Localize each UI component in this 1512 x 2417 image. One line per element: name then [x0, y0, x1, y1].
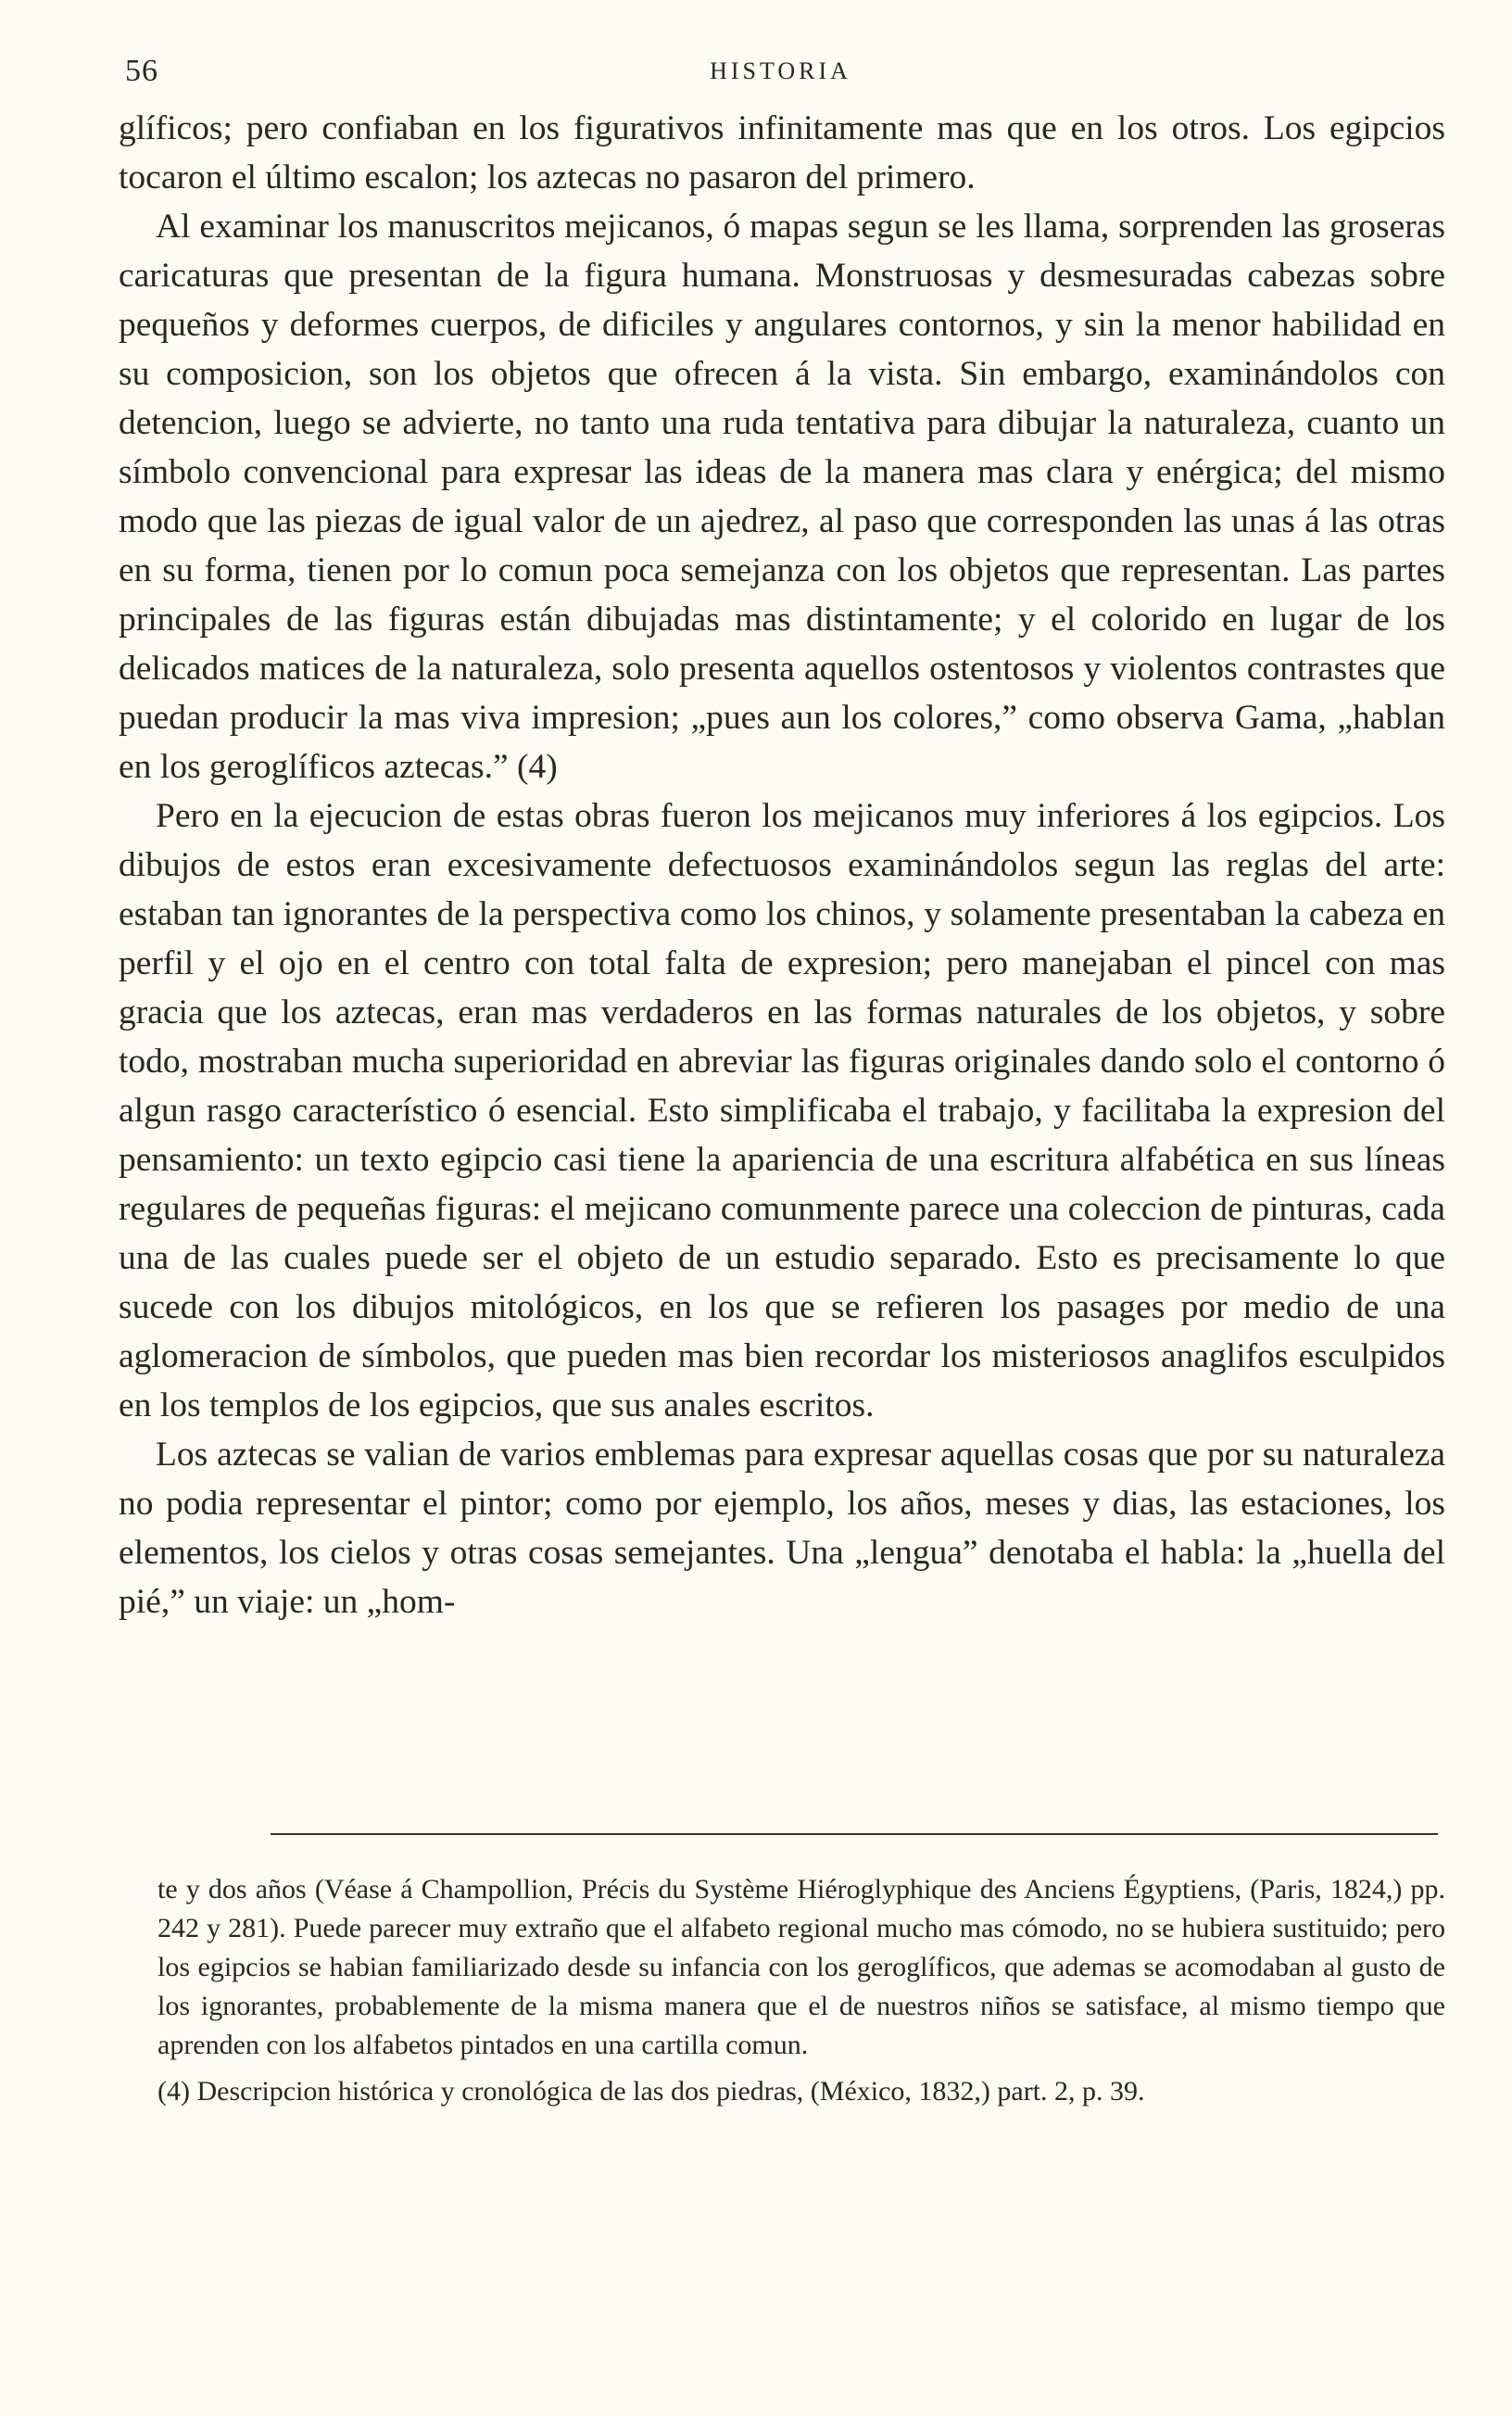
paragraph: Al examinar los manuscritos mejicanos, ó mapas segun se les llama, sorprenden las groseras caricaturas que presentan de la figura humana. Monstruosas y desmesuradas cabezas sobre pequeños y deformes cuerpos, de dificiles y angulares contornos, y sin la menor habilidad en su composicion, son los objetos que ofrecen á la vista. Sin embargo, examinándolos con detencion, luego se advierte, no tanto una ruda tentativa para dibujar la naturaleza, cuanto un símbolo convencional para expresar las ideas de la manera mas clara y enérgica; del mismo modo que las piezas de igual valor de un ajedrez, al paso que corresponden las unas á las otras en su forma, tienen por lo comun poca semejanza con los objetos que representan. Las partes principales de las figuras están dibujadas mas distintamente; y el colorido en lugar de los delicados matices de la naturaleza, solo presenta aquellos ostentosos y violentos contrastes que puedan producir la mas viva impresion; „pues aun los colores,” como observa Gama, „hablan en los geroglíficos aztecas.” (4) [119, 208, 1445, 786]
footnotes [158, 1870, 1445, 2111]
footnote-continuation: te y dos años (Véase á Champollion, Précis du Système Hiéroglyphique des Anciens Égyptiens, (Paris, 1824,) pp. 242 y 281). Puede parecer muy extraño que el alfabeto regional mucho mas cómodo, no se hubiera sustituido; pero los egipcios se habian familiarizado desde su infancia con los geroglíficos, que ademas se acomodaban al gusto de los ignorantes, probablemente de la misma manera que el de nuestros niños se satisface, al mismo tiempo que aprenden con los alfabetos pintados en una cartilla comun. [158, 1874, 1445, 2060]
paragraph: Pero en la ejecucion de estas obras fueron los mejicanos muy inferiores á los egipcios. Los dibujos de estos eran excesivamente defectuosos examinándolos segun las reglas del arte: estaban tan ignorantes de la perspectiva como los chinos, y solamente presentaban la cabeza en perfil y el ojo en el centro con total falta de expresion; pero manejaban el pincel con mas gracia que los aztecas, eran mas verdaderos en las formas naturales de los objetos, y sobre todo, mostraban mucha superioridad en abreviar las figuras originales dando solo el contorno ó algun rasgo característico ó esencial. Esto simplificaba el trabajo, y facilitaba la expresion del pensamiento: un texto egipcio casi tiene la apariencia de una escritura alfabética en sus líneas regulares de pequeñas figuras: el mejicano comunmente parece una coleccion de pinturas, cada una de las cuales puede ser el objeto de un estudio separado. Esto es precisamente lo que sucede con los dibujos mitológicos, en los que se refieren los pasages por medio de una aglomeracion de símbolos, que pueden mas bien recordar los misteriosos anaglifos esculpidos en los templos de los egipcios, que sus anales escritos. [119, 797, 1445, 1424]
running-head: HISTORIA [710, 57, 851, 84]
footnote-4: (4) Descripcion histórica y cronológica de las dos piedras, (México, 1832,) part. 2, p. 39. [158, 2076, 1145, 2107]
footnote-divider [271, 1833, 1438, 1835]
page-header [125, 54, 1436, 100]
main-text [119, 104, 1445, 1626]
paragraph: glíficos; pero confiaban en los figurativos infinitamente mas que en los otros. Los egipcios tocaron el último escalon; los aztecas no pasaron del primero. [119, 109, 1445, 196]
paragraph: Los aztecas se valian de varios emblemas para expresar aquellas cosas que por su naturaleza no podia representar el pintor; como por ejemplo, los años, meses y dias, las estaciones, los elementos, los cielos y otras cosas semejantes. Una „lengua” denotaba el habla: la „huella del pié,” un viaje: un „hom- [119, 1436, 1445, 1621]
page-number: 56 [125, 54, 158, 88]
